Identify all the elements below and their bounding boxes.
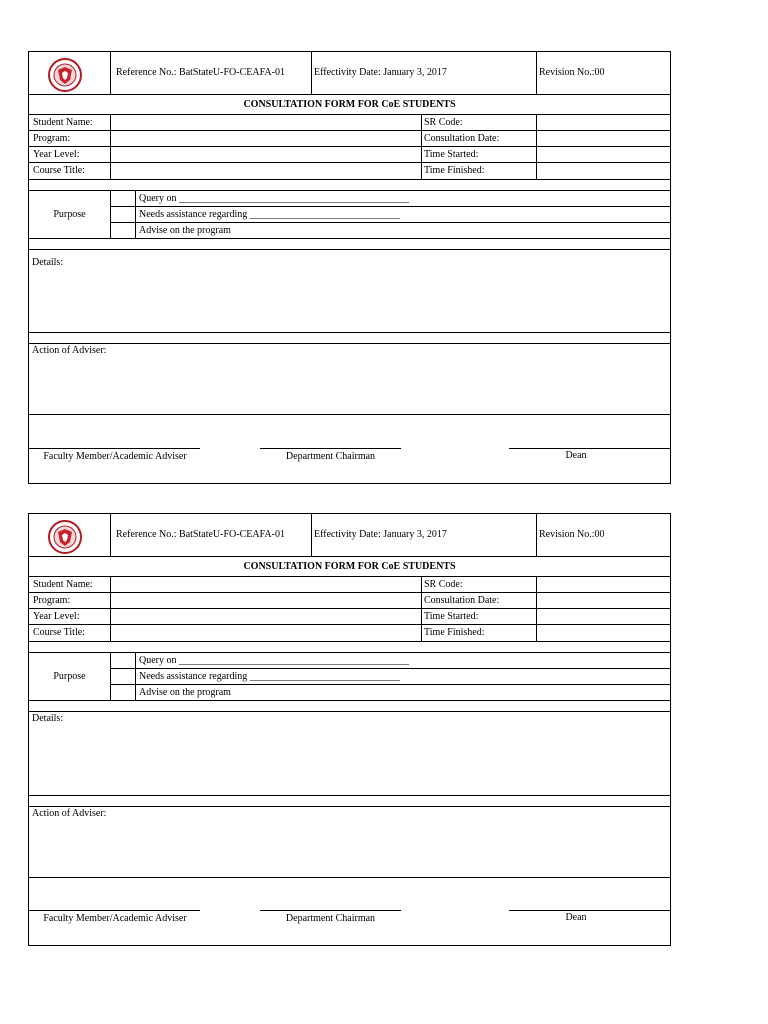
- student-name-row: [29, 115, 670, 131]
- course-title-row: [29, 163, 670, 180]
- faculty-signature-line: [29, 448, 200, 449]
- purpose-option-advise: Advise on the program: [139, 225, 231, 236]
- reference-number: Reference No.: BatStateU-FO-CEAFA-01: [116, 529, 285, 540]
- sr-code-label: SR Code:: [424, 579, 463, 590]
- dean-signature-label: Dean: [565, 450, 587, 461]
- reference-number: Reference No.: BatStateU-FO-CEAFA-01: [116, 67, 285, 78]
- time-finished-label: Time Finished:: [424, 627, 485, 638]
- revision-number: Revision No.:00: [539, 529, 605, 540]
- student-name-label: Student Name:: [33, 579, 93, 590]
- chairman-signature-line: [260, 910, 401, 911]
- action-label: Action of Adviser:: [32, 808, 107, 819]
- chairman-signature-label: Department Chairman: [285, 451, 376, 462]
- form-header: [29, 514, 670, 557]
- student-name-row: [29, 577, 670, 593]
- details-box: [29, 250, 670, 333]
- effectivity-date: Effectivity Date: January 3, 2017: [314, 529, 447, 540]
- faculty-signature-label: Faculty Member/Academic Adviser: [43, 913, 187, 924]
- program-row: [29, 131, 670, 147]
- year-level-label: Year Level:: [33, 611, 80, 622]
- faculty-signature-line: [29, 910, 200, 911]
- purpose-option-assistance: Needs assistance regarding ______________________________: [139, 671, 400, 682]
- purpose-option-assistance: Needs assistance regarding ______________________________: [139, 209, 400, 220]
- form-title-row: [29, 557, 670, 577]
- time-started-label: Time Started:: [424, 611, 479, 622]
- dean-signature-label: Dean: [565, 912, 587, 923]
- spacer-row: [29, 180, 670, 191]
- form-title-row: [29, 95, 670, 115]
- consultation-form: [28, 51, 671, 484]
- sr-code-label: SR Code:: [424, 117, 463, 128]
- action-label: Action of Adviser:: [32, 345, 107, 356]
- consultation-date-label: Consultation Date:: [424, 133, 500, 144]
- purpose-block: [29, 653, 670, 701]
- time-finished-label: Time Finished:: [424, 165, 485, 176]
- course-title-row: [29, 625, 670, 642]
- details-box: [29, 712, 670, 796]
- action-box: [29, 344, 670, 415]
- spacer-row: [29, 333, 670, 344]
- purpose-label: Purpose: [53, 671, 86, 682]
- action-box: [29, 807, 670, 878]
- program-label: Program:: [33, 133, 71, 144]
- course-title-label: Course Title:: [33, 165, 85, 176]
- consultation-date-label: Consultation Date:: [424, 595, 500, 606]
- spacer-row: [29, 642, 670, 653]
- details-label: Details:: [32, 257, 64, 268]
- form-title: CONSULTATION FORM FOR CoE STUDENTS: [243, 99, 456, 110]
- purpose-label: Purpose: [53, 209, 86, 220]
- program-label: Program:: [33, 595, 71, 606]
- dean-signature-line: [509, 910, 670, 911]
- purpose-option-query: Query on ______________________________________________: [139, 193, 409, 204]
- faculty-signature-label: Faculty Member/Academic Adviser: [43, 451, 187, 462]
- year-level-row: [29, 609, 670, 625]
- spacer-row: [29, 239, 670, 250]
- university-seal-icon: [43, 520, 87, 554]
- revision-number: Revision No.:00: [539, 67, 605, 78]
- purpose-block: [29, 191, 670, 239]
- university-seal-icon: [43, 58, 87, 92]
- program-row: [29, 593, 670, 609]
- purpose-option-query: Query on ______________________________________________: [139, 655, 409, 666]
- chairman-signature-line: [260, 448, 401, 449]
- year-level-label: Year Level:: [33, 149, 80, 160]
- student-name-label: Student Name:: [33, 117, 93, 128]
- time-started-label: Time Started:: [424, 149, 479, 160]
- chairman-signature-label: Department Chairman: [285, 913, 376, 924]
- spacer-row: [29, 701, 670, 712]
- purpose-option-advise: Advise on the program: [139, 687, 231, 698]
- effectivity-date: Effectivity Date: January 3, 2017: [314, 67, 447, 78]
- spacer-row: [29, 796, 670, 807]
- consultation-form: [28, 513, 671, 946]
- year-level-row: [29, 147, 670, 163]
- course-title-label: Course Title:: [33, 627, 85, 638]
- form-header: [29, 52, 670, 95]
- details-label: Details:: [32, 713, 64, 724]
- form-title: CONSULTATION FORM FOR CoE STUDENTS: [243, 561, 456, 572]
- dean-signature-line: [509, 448, 670, 449]
